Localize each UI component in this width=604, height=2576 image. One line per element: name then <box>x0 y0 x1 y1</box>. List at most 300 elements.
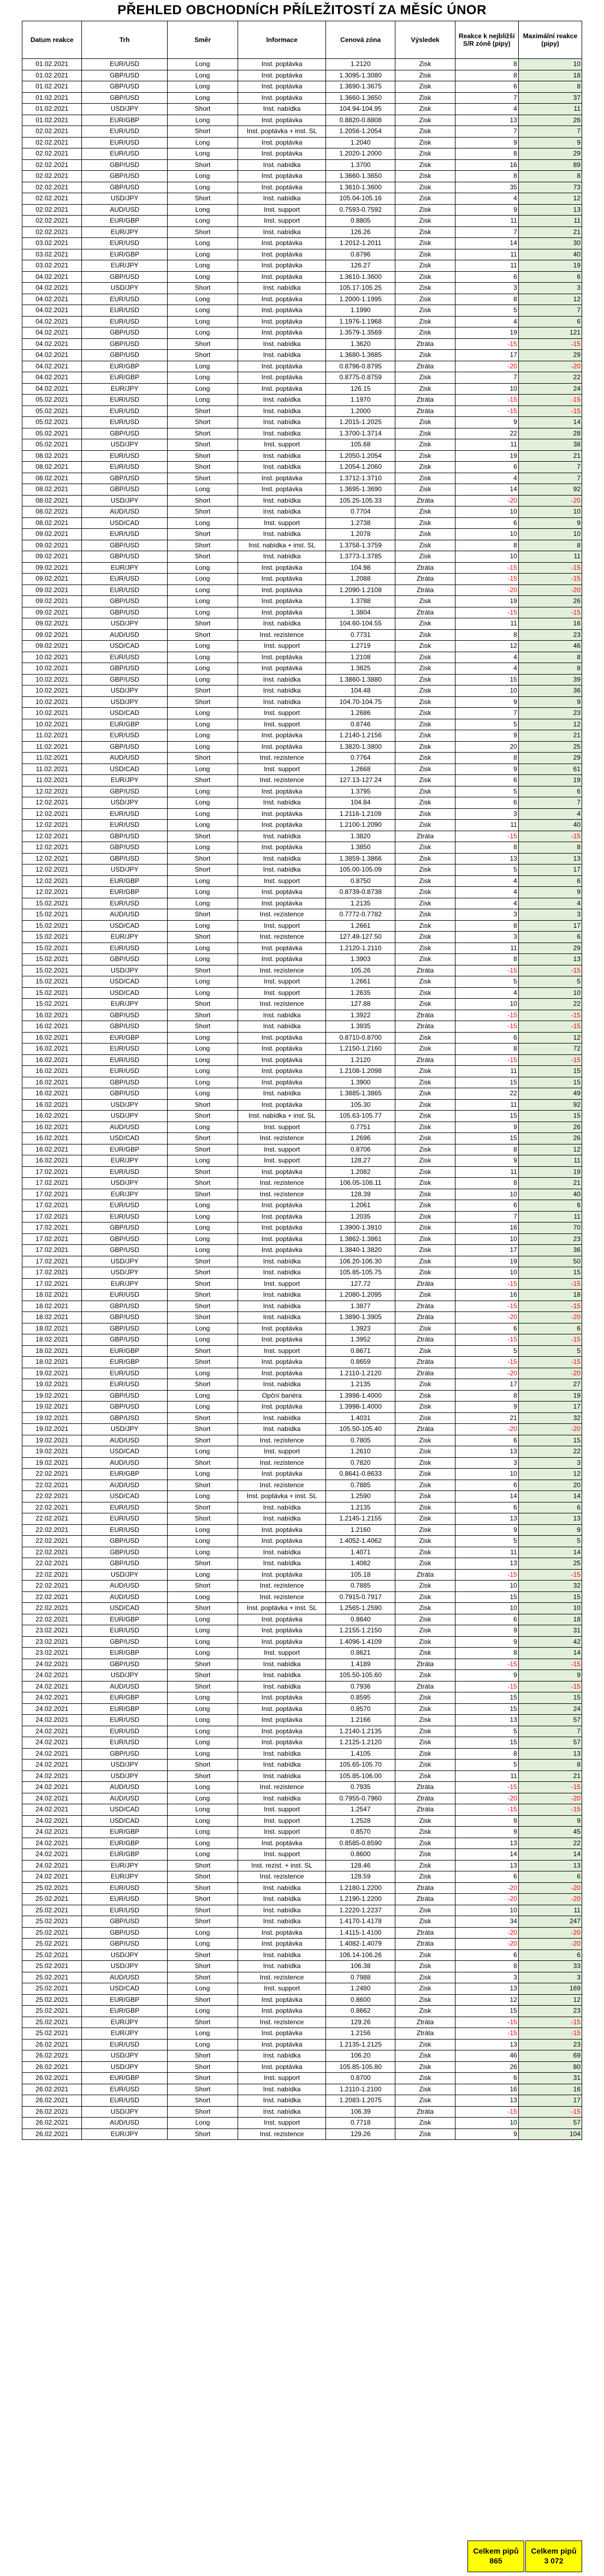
table-row <box>22 618 582 630</box>
cell-price-zone: 126.27 <box>326 260 395 272</box>
cell-information: Inst. support <box>238 439 326 451</box>
cell-market: USD/CAD <box>82 764 167 775</box>
cell-date: 25.02.2021 <box>22 1961 82 1972</box>
cell-direction: Short <box>167 1379 238 1391</box>
table-row <box>22 1670 582 1681</box>
cell-price-zone: 1.2220-1.2237 <box>326 1905 395 1916</box>
table-row <box>22 1166 582 1178</box>
cell-date: 02.02.2021 <box>22 182 82 193</box>
cell-price-zone: 1.3825 <box>326 663 395 675</box>
cell-max-reaction: 21 <box>518 226 582 238</box>
cell-price-zone: 0.8700 <box>326 2073 395 2084</box>
cell-market: EUR/USD <box>82 1166 167 1178</box>
cell-information: Inst. poptávka <box>238 1569 326 1581</box>
table-row <box>22 193 582 205</box>
cell-price-zone: 104.60-104.55 <box>326 618 395 630</box>
table-row <box>22 2061 582 2073</box>
cell-market: USD/JPY <box>82 1670 167 1681</box>
cell-date: 19.02.2021 <box>22 1435 82 1446</box>
cell-sr-reaction: 7 <box>455 226 518 238</box>
cell-direction: Long <box>167 1469 238 1480</box>
cell-information: Inst. poptávka <box>238 585 326 596</box>
cell-sr-reaction: 16 <box>455 2084 518 2095</box>
cell-information: Inst. nabídka <box>238 450 326 462</box>
cell-max-reaction: -20 <box>518 1793 582 1804</box>
cell-sr-reaction: 9 <box>455 1155 518 1167</box>
cell-date: 16.02.2021 <box>22 1032 82 1043</box>
cell-market: EUR/USD <box>82 316 167 327</box>
cell-max-reaction: 6 <box>518 875 582 887</box>
cell-price-zone: 1.2125-1.2120 <box>326 1737 395 1749</box>
cell-date: 18.02.2021 <box>22 1345 82 1357</box>
cell-market: EUR/USD <box>82 462 167 473</box>
cell-market: USD/JPY <box>82 2061 167 2073</box>
cell-max-reaction: 16 <box>518 618 582 630</box>
cell-result: Zisk <box>395 115 455 126</box>
cell-date: 22.02.2021 <box>22 1558 82 1570</box>
cell-date: 12.02.2021 <box>22 786 82 797</box>
cell-information: Inst. support <box>238 719 326 730</box>
cell-result: Zisk <box>395 1625 455 1637</box>
cell-max-reaction: 25 <box>518 1558 582 1570</box>
cell-sr-reaction: -15 <box>455 2106 518 2118</box>
cell-price-zone: 1.3903 <box>326 954 395 965</box>
cell-max-reaction: 7 <box>518 1726 582 1737</box>
cell-max-reaction: 9 <box>518 696 582 708</box>
cell-sr-reaction: 8 <box>455 920 518 932</box>
cell-information: Inst. nabídka <box>238 529 326 540</box>
cell-date: 18.02.2021 <box>22 1357 82 1368</box>
cell-sr-reaction: 12 <box>455 1994 518 2006</box>
cell-result: Ztráta <box>395 1569 455 1581</box>
table-row <box>22 685 582 697</box>
header-information: Informace <box>238 21 326 59</box>
cell-market: EUR/GBP <box>82 2006 167 2017</box>
cell-result: Zisk <box>395 641 455 652</box>
cell-result: Zisk <box>395 652 455 663</box>
table-row <box>22 2073 582 2084</box>
cell-date: 22.02.2021 <box>22 1614 82 1625</box>
cell-information: Inst. poptávka <box>238 1994 326 2006</box>
cell-result: Zisk <box>395 1737 455 1749</box>
cell-date: 01.02.2021 <box>22 59 82 70</box>
cell-direction: Short <box>167 753 238 764</box>
cell-sr-reaction: 16 <box>455 1223 518 1234</box>
cell-result: Ztráta <box>395 831 455 842</box>
cell-price-zone: 1.4052-1.4062 <box>326 1536 395 1547</box>
cell-direction: Short <box>167 1312 238 1323</box>
cell-max-reaction: -20 <box>518 1312 582 1323</box>
cell-information: Inst. poptávka <box>238 1402 326 1413</box>
cell-market: EUR/USD <box>82 898 167 909</box>
cell-max-reaction: 4 <box>518 808 582 820</box>
cell-max-reaction: 31 <box>518 2073 582 2084</box>
table-row <box>22 1290 582 1301</box>
cell-price-zone: 1.3788 <box>326 596 395 607</box>
cell-price-zone: 0.7751 <box>326 1122 395 1133</box>
cell-sr-reaction: 13 <box>455 2095 518 2107</box>
cell-max-reaction: 24 <box>518 1703 582 1715</box>
cell-market: GBP/USD <box>82 1536 167 1547</box>
cell-market: EUR/USD <box>82 529 167 540</box>
cell-sr-reaction: -15 <box>455 1804 518 1816</box>
cell-max-reaction: 23 <box>518 629 582 641</box>
cell-information: Inst. poptávka <box>238 1211 326 1223</box>
cell-market: GBP/USD <box>82 1223 167 1234</box>
cell-sr-reaction: 9 <box>455 696 518 708</box>
cell-direction: Short <box>167 1256 238 1267</box>
cell-information: Inst. nabídka <box>238 2084 326 2095</box>
cell-max-reaction: 92 <box>518 484 582 496</box>
cell-information: Inst. support <box>238 517 326 529</box>
cell-date: 12.02.2021 <box>22 853 82 864</box>
cell-market: USD/JPY <box>82 495 167 506</box>
cell-direction: Long <box>167 1043 238 1055</box>
table-row <box>22 1088 582 1100</box>
cell-sr-reaction: -20 <box>455 1894 518 1905</box>
cell-sr-reaction: 10 <box>455 1905 518 1916</box>
cell-information: Inst. poptávka <box>238 741 326 753</box>
cell-result: Zisk <box>395 920 455 932</box>
cell-market: AUD/USD <box>82 1457 167 1469</box>
cell-information: Opční bariéra <box>238 1390 326 1402</box>
cell-market: EUR/USD <box>82 1625 167 1637</box>
cell-market: GBP/USD <box>82 1939 167 1950</box>
cell-date: 25.02.2021 <box>22 2006 82 2017</box>
table-row <box>22 741 582 753</box>
cell-market: EUR/JPY <box>82 2017 167 2028</box>
cell-max-reaction: 21 <box>518 450 582 462</box>
cell-direction: Long <box>167 842 238 854</box>
cell-sr-reaction: 3 <box>455 1457 518 1469</box>
cell-date: 08.02.2021 <box>22 506 82 518</box>
cell-result: Zisk <box>395 372 455 384</box>
cell-result: Zisk <box>395 1703 455 1715</box>
cell-information: Inst. nabídka <box>238 1882 326 1894</box>
cell-market: GBP/USD <box>82 92 167 104</box>
cell-market: AUD/USD <box>82 1480 167 1491</box>
cell-sr-reaction: 22 <box>455 428 518 439</box>
cell-market: GBP/USD <box>82 159 167 171</box>
cell-max-reaction: 5 <box>518 976 582 988</box>
table-row <box>22 294 582 305</box>
cell-result: Zisk <box>395 1032 455 1043</box>
cell-market: EUR/USD <box>82 1905 167 1916</box>
cell-sr-reaction: 8 <box>455 540 518 551</box>
cell-direction: Long <box>167 1323 238 1334</box>
cell-price-zone: 104.98 <box>326 562 395 574</box>
table-row <box>22 1155 582 1167</box>
cell-max-reaction: 19 <box>518 1166 582 1178</box>
cell-date: 04.02.2021 <box>22 327 82 339</box>
cell-information: Inst. rezistence <box>238 1480 326 1491</box>
cell-result: Zisk <box>395 1457 455 1469</box>
cell-sr-reaction: 13 <box>455 1838 518 1849</box>
cell-result: Zisk <box>395 316 455 327</box>
cell-max-reaction: -20 <box>518 495 582 506</box>
table-row <box>22 1111 582 1122</box>
cell-date: 16.02.2021 <box>22 1099 82 1111</box>
cell-information: Inst. poptávka <box>238 1715 326 1726</box>
cell-sr-reaction: 15 <box>455 1692 518 1704</box>
cell-price-zone: 1.2083-1.2075 <box>326 2095 395 2107</box>
cell-direction: Long <box>167 2006 238 2017</box>
cell-information: Inst. poptávka <box>238 1334 326 1346</box>
cell-information: Inst. rezistence <box>238 965 326 976</box>
cell-date: 19.02.2021 <box>22 1402 82 1413</box>
cell-market: EUR/GBP <box>82 887 167 898</box>
cell-sr-reaction: -15 <box>455 338 518 350</box>
table-row <box>22 1815 582 1827</box>
cell-date: 16.02.2021 <box>22 1122 82 1133</box>
cell-price-zone: 0.8805 <box>326 216 395 227</box>
cell-price-zone: 0.7988 <box>326 1972 395 1983</box>
cell-max-reaction: 11 <box>518 551 582 563</box>
cell-information: Inst. poptávka <box>238 81 326 93</box>
cell-date: 24.02.2021 <box>22 1760 82 1771</box>
cell-direction: Short <box>167 1178 238 1189</box>
cell-date: 11.02.2021 <box>22 775 82 786</box>
table-row <box>22 1513 582 1525</box>
cell-max-reaction: -15 <box>518 1021 582 1033</box>
cell-result: Zisk <box>395 708 455 719</box>
cell-market: EUR/USD <box>82 1066 167 1077</box>
cell-direction: Long <box>167 1927 238 1939</box>
cell-date: 24.02.2021 <box>22 1692 82 1704</box>
cell-information: Inst. poptávka <box>238 1737 326 1749</box>
table-row <box>22 1871 582 1883</box>
cell-market: EUR/JPY <box>82 775 167 786</box>
cell-direction: Short <box>167 506 238 518</box>
table-row <box>22 652 582 663</box>
cell-direction: Short <box>167 1099 238 1111</box>
table-row <box>22 909 582 921</box>
cell-date: 24.02.2021 <box>22 1849 82 1861</box>
cell-sr-reaction: 15 <box>455 1703 518 1715</box>
cell-direction: Short <box>167 685 238 697</box>
table-row <box>22 540 582 551</box>
cell-price-zone: 1.2661 <box>326 976 395 988</box>
table-row <box>22 1010 582 1021</box>
cell-date: 19.02.2021 <box>22 1446 82 1458</box>
cell-price-zone: 105.00-105.09 <box>326 864 395 876</box>
cell-sr-reaction: 15 <box>455 2006 518 2017</box>
cell-sr-reaction: 5 <box>455 864 518 876</box>
cell-information: Inst. poptávka <box>238 730 326 742</box>
cell-result: Ztráta <box>395 574 455 585</box>
table-row <box>22 216 582 227</box>
cell-market: GBP/USD <box>82 1323 167 1334</box>
cell-max-reaction: -15 <box>518 2106 582 2118</box>
cell-result: Zisk <box>395 1166 455 1178</box>
cell-date: 25.02.2021 <box>22 1939 82 1950</box>
cell-sr-reaction: 34 <box>455 1916 518 1928</box>
cell-max-reaction: 18 <box>518 70 582 81</box>
opportunities-table <box>22 21 582 2140</box>
cell-information: Inst. rezistence <box>238 999 326 1010</box>
cell-max-reaction: 10 <box>518 506 582 518</box>
cell-information: Inst. poptávka <box>238 562 326 574</box>
cell-date: 24.02.2021 <box>22 1703 82 1715</box>
cell-result: Zisk <box>395 1905 455 1916</box>
table-row <box>22 92 582 104</box>
cell-direction: Long <box>167 1334 238 1346</box>
table-row <box>22 674 582 685</box>
cell-result: Ztráta <box>395 1424 455 1435</box>
cell-information: Inst. poptávka <box>238 1233 326 1245</box>
cell-information: Inst. poptávka <box>238 2039 326 2050</box>
cell-max-reaction: 29 <box>518 753 582 764</box>
cell-result: Ztráta <box>395 585 455 596</box>
table-row <box>22 2028 582 2040</box>
cell-information: Inst. support <box>238 875 326 887</box>
cell-price-zone: 0.8796 <box>326 249 395 260</box>
table-row <box>22 1032 582 1043</box>
cell-direction: Short <box>167 551 238 563</box>
cell-max-reaction: 29 <box>518 148 582 160</box>
cell-result: Zisk <box>395 1726 455 1737</box>
cell-result: Zisk <box>395 1983 455 1995</box>
cell-price-zone: 1.3862-1.3861 <box>326 1233 395 1245</box>
cell-price-zone: 1.2480 <box>326 1983 395 1995</box>
cell-max-reaction: -20 <box>518 361 582 372</box>
cell-market: GBP/USD <box>82 1402 167 1413</box>
table-row <box>22 1927 582 1939</box>
cell-price-zone: 1.1976-1.1968 <box>326 316 395 327</box>
cell-max-reaction: -15 <box>518 1569 582 1581</box>
cell-sr-reaction: 13 <box>455 853 518 864</box>
table-row <box>22 361 582 372</box>
cell-direction: Long <box>167 1245 238 1256</box>
cell-sr-reaction: 9 <box>455 2128 518 2140</box>
cell-market: GBP/USD <box>82 1547 167 1558</box>
table-row <box>22 2050 582 2062</box>
cell-price-zone: 0.7955-0.7960 <box>326 1793 395 1804</box>
table-row <box>22 1827 582 1838</box>
table-row <box>22 1882 582 1894</box>
table-row <box>22 1435 582 1446</box>
cell-price-zone: 1.2661 <box>326 920 395 932</box>
cell-information: Inst. rezistence <box>238 932 326 943</box>
cell-information: Inst. nabídka + inst. SL <box>238 540 326 551</box>
cell-market: EUR/JPY <box>82 2028 167 2040</box>
cell-max-reaction: 89 <box>518 159 582 171</box>
cell-market: USD/JPY <box>82 1099 167 1111</box>
cell-date: 11.02.2021 <box>22 730 82 742</box>
table-row <box>22 462 582 473</box>
cell-max-reaction: -20 <box>518 1894 582 1905</box>
cell-price-zone: 1.4170-1.4178 <box>326 1916 395 1928</box>
table-row <box>22 1659 582 1670</box>
cell-market: EUR/USD <box>82 148 167 160</box>
cell-sr-reaction: 9 <box>455 1524 518 1536</box>
cell-direction: Long <box>167 1983 238 1995</box>
cell-market: USD/JPY <box>82 1178 167 1189</box>
cell-sr-reaction: 4 <box>455 887 518 898</box>
cell-date: 10.02.2021 <box>22 719 82 730</box>
cell-information: Inst. poptávka <box>238 596 326 607</box>
cell-price-zone: 1.4082 <box>326 1558 395 1570</box>
cell-date: 05.02.2021 <box>22 439 82 451</box>
cell-result: Zisk <box>395 1961 455 1972</box>
cell-information: Inst. support <box>238 1122 326 1133</box>
cell-date: 25.02.2021 <box>22 2028 82 2040</box>
cell-result: Zisk <box>395 171 455 182</box>
cell-sr-reaction: -15 <box>455 1334 518 1346</box>
cell-sr-reaction: 7 <box>455 92 518 104</box>
cell-result: Zisk <box>395 932 455 943</box>
cell-market: EUR/USD <box>82 294 167 305</box>
cell-market: EUR/USD <box>82 1502 167 1513</box>
cell-date: 23.02.2021 <box>22 1625 82 1637</box>
cell-result: Zisk <box>395 551 455 563</box>
cell-max-reaction: 12 <box>518 193 582 205</box>
cell-market: USD/CAD <box>82 1815 167 1827</box>
cell-date: 24.02.2021 <box>22 1770 82 1782</box>
table-row <box>22 1547 582 1558</box>
cell-market: EUR/USD <box>82 417 167 428</box>
cell-sr-reaction: 14 <box>455 484 518 496</box>
cell-direction: Long <box>167 383 238 395</box>
cell-result: Zisk <box>395 674 455 685</box>
cell-date: 15.02.2021 <box>22 954 82 965</box>
cell-date: 24.02.2021 <box>22 1860 82 1871</box>
cell-max-reaction: 17 <box>518 864 582 876</box>
cell-price-zone: 0.8659 <box>326 1357 395 1368</box>
table-row <box>22 1591 582 1603</box>
cell-information: Inst. poptávka <box>238 1703 326 1715</box>
cell-sr-reaction: 11 <box>455 1099 518 1111</box>
table-row <box>22 439 582 451</box>
cell-information: Inst. nabídka <box>238 1905 326 1916</box>
cell-market: EUR/JPY <box>82 1860 167 1871</box>
cell-sr-reaction: 6 <box>455 1032 518 1043</box>
cell-information: Inst. support <box>238 2118 326 2129</box>
cell-result: Ztráta <box>395 1334 455 1346</box>
cell-information: Inst. poptávka <box>238 2061 326 2073</box>
cell-result: Zisk <box>395 1267 455 1279</box>
cell-date: 16.02.2021 <box>22 1133 82 1144</box>
cell-date: 02.02.2021 <box>22 171 82 182</box>
cell-date: 22.02.2021 <box>22 1603 82 1614</box>
cell-information: Inst. poptávka <box>238 148 326 160</box>
cell-sr-reaction: 8 <box>455 954 518 965</box>
cell-date: 09.02.2021 <box>22 562 82 574</box>
cell-date: 10.02.2021 <box>22 674 82 685</box>
table-row <box>22 696 582 708</box>
cell-max-reaction: 11 <box>518 1211 582 1223</box>
cell-date: 09.02.2021 <box>22 629 82 641</box>
cell-max-reaction: 121 <box>518 327 582 339</box>
cell-direction: Short <box>167 1558 238 1570</box>
cell-date: 02.02.2021 <box>22 216 82 227</box>
cell-result: Zisk <box>395 976 455 988</box>
cell-market: GBP/USD <box>82 1748 167 1760</box>
header-date: Datum reakce <box>22 21 82 59</box>
cell-max-reaction: -15 <box>518 338 582 350</box>
cell-result: Zisk <box>395 2118 455 2129</box>
cell-result: Zisk <box>395 1849 455 1861</box>
cell-direction: Long <box>167 204 238 216</box>
cell-information: Inst. nabídka <box>238 350 326 361</box>
cell-direction: Short <box>167 1435 238 1446</box>
cell-date: 04.02.2021 <box>22 338 82 350</box>
cell-max-reaction: -15 <box>518 574 582 585</box>
cell-date: 22.02.2021 <box>22 1581 82 1592</box>
cell-direction: Short <box>167 1860 238 1871</box>
cell-information: Inst. rezistence <box>238 1133 326 1144</box>
cell-price-zone: 1.2150-1.2160 <box>326 1043 395 1055</box>
